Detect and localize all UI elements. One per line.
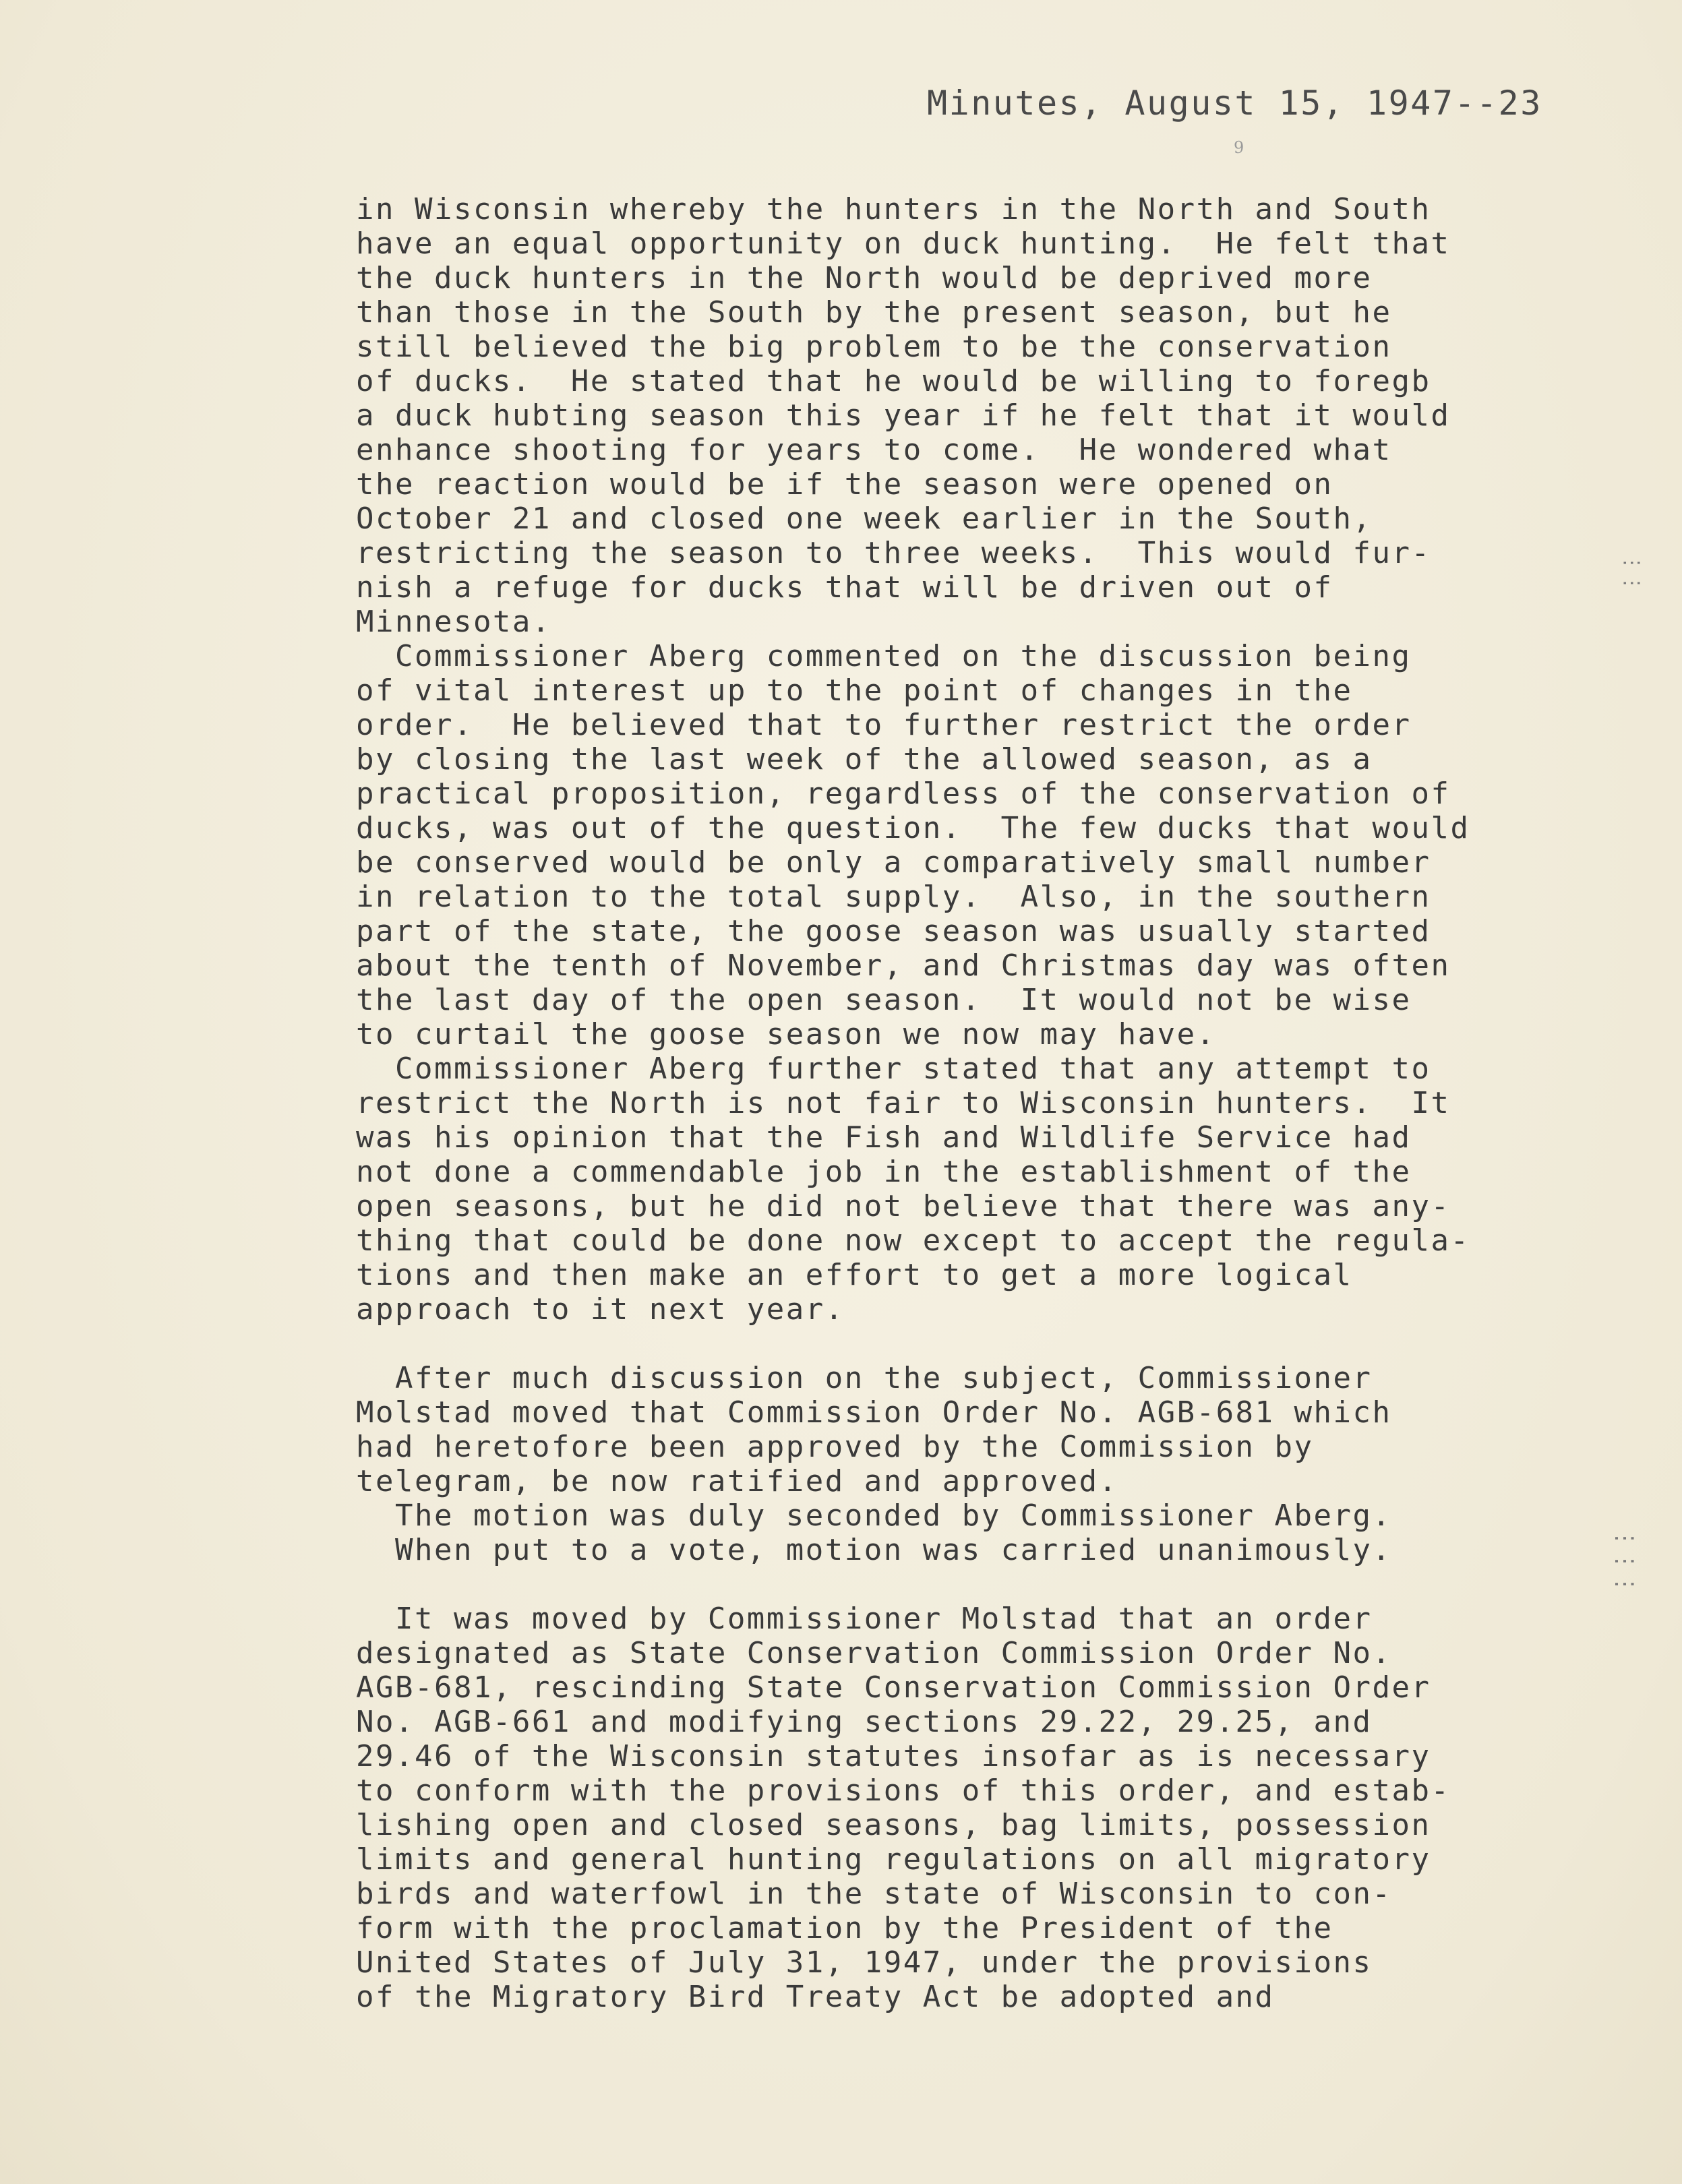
- text-line: still believed the big problem to be the conservation: [356, 330, 1392, 364]
- text-line: a duck hubting season this year if he felt that it would: [356, 398, 1451, 433]
- text-line: nish a refuge for ducks that will be driven out of: [356, 570, 1333, 605]
- text-line: than those in the South by the present season, but he: [356, 295, 1392, 330]
- text-line: open seasons, but he did not believe that there was any-: [356, 1189, 1451, 1223]
- text-line: It was moved by Commissioner Molstad that an order: [356, 1602, 1373, 1636]
- text-line: not done a commendable job in the establishment of the: [356, 1155, 1412, 1189]
- text-line: thing that could be done now except to accept the regula-: [356, 1223, 1470, 1258]
- text-line: in relation to the total supply. Also, in the southern: [356, 880, 1431, 914]
- text-line: Commissioner Aberg further stated that any attempt to: [356, 1052, 1431, 1086]
- text-line: designated as State Conservation Commission Order No.: [356, 1636, 1392, 1670]
- text-line: October 21 and closed one week earlier in the South,: [356, 502, 1373, 536]
- text-line: order. He believed that to further restrict the order: [356, 708, 1412, 742]
- text-line: When put to a vote, motion was carried unanimously.: [356, 1533, 1392, 1567]
- text-line: lishing open and closed seasons, bag limits, possession: [356, 1808, 1431, 1842]
- text-line: the duck hunters in the North would be deprived more: [356, 261, 1373, 295]
- text-line: of ducks. He stated that he would be willing to foregb: [356, 364, 1431, 398]
- text-line: of vital interest up to the point of changes in the: [356, 673, 1353, 708]
- text-line: part of the state, the goose season was usually started: [356, 914, 1431, 948]
- text-line: birds and waterfowl in the state of Wisconsin to con-: [356, 1877, 1392, 1911]
- text-line: 29.46 of the Wisconsin statutes insofar as is necessary: [356, 1739, 1431, 1773]
- text-line: was his opinion that the Fish and Wildlife Service had: [356, 1120, 1412, 1155]
- minutes-body: [356, 192, 1542, 2014]
- text-line: No. AGB-661 and modifying sections 29.22, 29.25, and: [356, 1705, 1373, 1739]
- text-line: the last day of the open season. It would not be wise: [356, 983, 1412, 1017]
- text-line: The motion was duly seconded by Commissioner Aberg.: [356, 1498, 1392, 1533]
- text-line: tions and then make an effort to get a more logical: [356, 1258, 1353, 1292]
- text-line: to conform with the provisions of this order, and estab-: [356, 1773, 1451, 1808]
- text-line: restricting the season to three weeks. This would fur-: [356, 536, 1431, 570]
- text-line: restrict the North is not fair to Wisconsin hunters. It: [356, 1086, 1451, 1120]
- text-line: the reaction would be if the season were opened on: [356, 467, 1333, 502]
- paragraph: [356, 1361, 1542, 1567]
- text-line: by closing the last week of the allowed season, as a: [356, 742, 1373, 777]
- paragraph-gap: [356, 1567, 1542, 1602]
- text-line: United States of July 31, 1947, under the provisions: [356, 1945, 1373, 1980]
- text-line: approach to it next year.: [356, 1292, 845, 1327]
- text-line: Molstad moved that Commission Order No. AGB-681 which: [356, 1395, 1392, 1430]
- text-line: practical proposition, regardless of the conservation of: [356, 777, 1451, 811]
- text-line: Minnesota.: [356, 605, 551, 639]
- text-line: form with the proclamation by the President of the: [356, 1911, 1333, 1945]
- text-line: Commissioner Aberg commented on the discussion being: [356, 639, 1412, 673]
- text-line: limits and general hunting regulations on all migratory: [356, 1842, 1431, 1877]
- text-line: of the Migratory Bird Treaty Act be adopted and: [356, 1980, 1275, 2014]
- text-line: have an equal opportunity on duck hunting. He felt that: [356, 226, 1451, 261]
- text-line: be conserved would be only a comparatively small number: [356, 845, 1431, 880]
- text-line: enhance shooting for years to come. He wondered what: [356, 433, 1392, 467]
- paragraph: [356, 1052, 1542, 1327]
- text-line: telegram, be now ratified and approved.: [356, 1464, 1118, 1498]
- page-mark: 9: [1234, 138, 1244, 157]
- text-line: AGB-681, rescinding State Conservation Commission Order: [356, 1670, 1431, 1705]
- margin-annotation: ⋮⋮: [1620, 553, 1644, 593]
- paragraph: [356, 192, 1542, 639]
- text-line: to curtail the goose season we now may have.: [356, 1017, 1216, 1052]
- text-line: about the tenth of November, and Christmas day was often: [356, 948, 1451, 983]
- margin-annotation: ⋮⋮⋮: [1611, 1527, 1638, 1596]
- text-line: ducks, was out of the question. The few ducks that would: [356, 811, 1470, 845]
- text-line: After much discussion on the subject, Commissioner: [356, 1361, 1373, 1395]
- paragraph: [356, 639, 1542, 1052]
- paragraph-gap: [356, 1327, 1542, 1361]
- page-header: Minutes, August 15, 1947--23: [927, 84, 1542, 123]
- text-line: in Wisconsin whereby the hunters in the North and South: [356, 192, 1431, 226]
- paragraph: [356, 1602, 1542, 2014]
- text-line: had heretofore been approved by the Commission by: [356, 1430, 1314, 1464]
